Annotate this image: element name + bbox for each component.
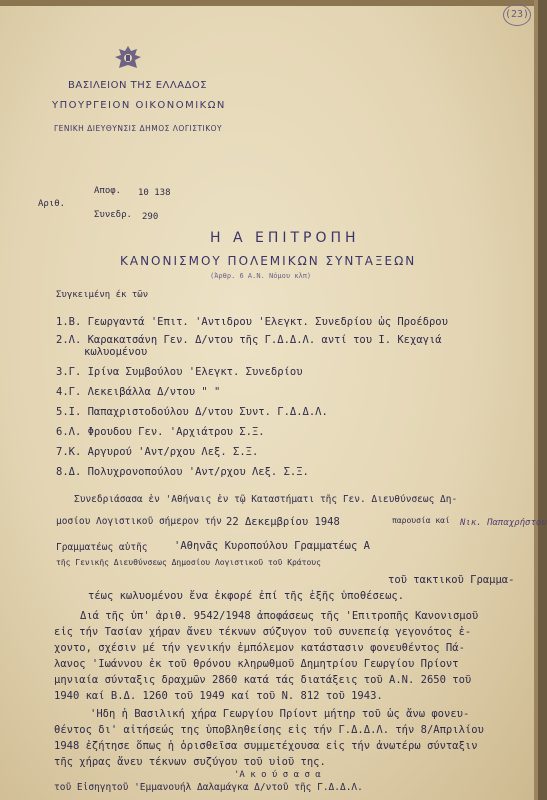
- directorate-line: τῆς Γενικῆς Διευθύνσεως Δημοσίου Λογιστικοῦ τοῦ Κράτους: [56, 558, 321, 567]
- heard-heading: 'Α κ ο ύ σ α σ α: [234, 770, 321, 780]
- request-line-3: 1948 ἐζήτησε ὅπως ἡ ὁρισθεῖσα συμμετέχουσα εἰς τήν ἀνωτέρω σύνταξιν: [54, 740, 478, 752]
- secretary-label: Γραμματέως αὐτῆς: [56, 542, 148, 553]
- regular-secretary: τοῦ τακτικοῦ Γραμμα-: [388, 574, 515, 586]
- decision-line-6: 1940 καί Β.Δ. 1260 τοῦ 1949 καί τοῦ Ν. 812 τοῦ 1943.: [54, 690, 383, 702]
- member-2-cont: κωλυομένου: [84, 346, 148, 358]
- committee-title: Η Α ΕΠΙΤΡΟΠΗ: [210, 230, 360, 246]
- decision-line-3: χοντο, σχέσιν μέ τήν γενικήν ἐμπόλεμον κατάστασιν φονευθέντος Πά-: [54, 642, 465, 654]
- session-line-2: μοσίου Λογιστικοῦ σήμερον τήν: [56, 516, 222, 527]
- presence-label: παρουσία καί: [392, 516, 450, 525]
- case-intro: τέως κωλυομένου ἔνα ἐκφορέ ἐπί τῆς ἑξῆς ὑποθέσεως.: [88, 590, 405, 602]
- decision-line-4: λανος 'Ιωάννου ἐκ τοῦ θρόνου κληρωθμοῦ Δημητρίου Γεωργίου Πρίοντ: [54, 658, 459, 670]
- arith-label: Αριθ.: [38, 199, 66, 209]
- session-date: 22 Δεκεμβρίου 1948: [226, 516, 340, 528]
- member-5: 5.Ι. Παπαχριστοδούλου Δ/ντου Συντ. Γ.Δ.Δ.Λ.: [56, 406, 328, 418]
- header-kingdom: ΒΑΣΙΛΕΙΟΝ ΤΗΣ ΕΛΛΑΔΟΣ: [68, 80, 208, 91]
- member-3: 3.Γ. Ιρίνα Συμβούλου 'Ελεγκτ. Συνεδρίου: [56, 366, 303, 378]
- request-line-1: 'Ηδη ἡ Βασιλική χήρα Γεωργίου Πρίοντ μήτηρ τοῦ ὡς ἄνω φονευ-: [90, 708, 470, 720]
- decision-line-5: μηνιαία σύνταξις δραχμῶν 2860 κατά τάς διατάξεις τοῦ Α.Ν. 2650 τοῦ: [54, 674, 472, 686]
- member-6: 6.Λ. Φρουδου Γεν. 'Αρχιάτρου Σ.Ξ.: [56, 426, 265, 438]
- member-7: 7.Κ. Αργυρού 'Αντ/ρχου Λεξ. Σ.Ξ.: [56, 446, 259, 458]
- apof-label: Αποφ.: [94, 186, 122, 196]
- member-2: 2.Λ. Καρακατσάνη Γεν. Δ/ντου τῆς Γ.Δ.Δ.Λ. αντί του Ι. Κεχαγιά: [56, 334, 442, 346]
- handwritten-note: Νικ. Παπαχρήστου: [460, 518, 547, 528]
- member-1: 1.Β. Γεωργαντά 'Επιτ. 'Αντιδρου 'Ελεγκτ. Συνεδρίου ὡς Προέδρου: [56, 316, 448, 328]
- secretary-name: 'Αθηνᾶς Κυροπούλου Γραμματέως Α: [174, 540, 370, 552]
- committee-subtitle: ΚΑΝΟΝΙΣΜΟΥ ΠΟΛΕΜΙΚΩΝ ΣΥΝΤΑΞΕΩΝ: [120, 254, 417, 268]
- composed-of-label: Συγκειμένη έκ τῶν: [56, 290, 149, 300]
- synedr-label: Συνεδρ.: [94, 210, 132, 220]
- session-line-1: Συνεδριάσασα ἐν 'Αθήναις ἐν τῷ Καταστήματι τῆς Γεν. Διευθύνσεως Δη-: [74, 494, 458, 505]
- decision-line-2: εἰς τήν Τασίαν χήραν ἄνευ τέκνων σύζυγον τοῦ συνεπείᾳ γεγονότος ἐ-: [54, 626, 472, 638]
- member-8: 8.Δ. Πολυχρονοπούλου 'Αντ/ρχου Λεξ. Σ.Ξ.: [56, 466, 309, 478]
- rapporteur-line: τοῦ Εἰσηγητοῦ 'Εμμανουήλ Δαλαμάγκα Δ/ντοῦ τῆς Γ.Δ.Δ.Λ.: [54, 782, 363, 793]
- synedr-value: 290: [142, 212, 159, 222]
- page-edge-top: [0, 0, 538, 6]
- legal-reference: (Άρθρ. 6 Α.Ν. Νόμου κλπ): [210, 272, 312, 280]
- request-line-2: θέντος δι' αἰτήσεώς της ὑποβληθείσης εἰς τήν Γ.Δ.Δ.Λ. τήν 8/Απριλίου: [54, 724, 484, 736]
- header-directorate: ΓΕΝΙΚΗ ΔΙΕΥΘΥΝΣΙΣ ΔΗΜΟΣ ΛΟΓΙΣΤΙΚΟΥ: [54, 124, 223, 133]
- royal-crest-icon: [113, 44, 143, 74]
- header-ministry: ΥΠΟΥΡΓΕΙΟΝ ΟΙΚΟΝΟΜΙΚΩΝ: [52, 100, 226, 111]
- apof-value: 10 138: [138, 188, 171, 198]
- decision-line-1: Διά τῆς ὑπ' ἀριθ. 9542/1948 ἀποφάσεως τῆς 'Επιτροπῆς Κανονισμοῦ: [80, 610, 479, 622]
- member-4: 4.Γ. Λεκειβάλλα Δ/ντου " ": [56, 386, 221, 398]
- request-line-4: τῆς χήρας ἄνευ τέκνων συζύγου τοῦ υἱοῦ της.: [54, 756, 326, 768]
- sheet-number-stamp: (23): [503, 4, 531, 26]
- page-edge-right: [534, 0, 538, 800]
